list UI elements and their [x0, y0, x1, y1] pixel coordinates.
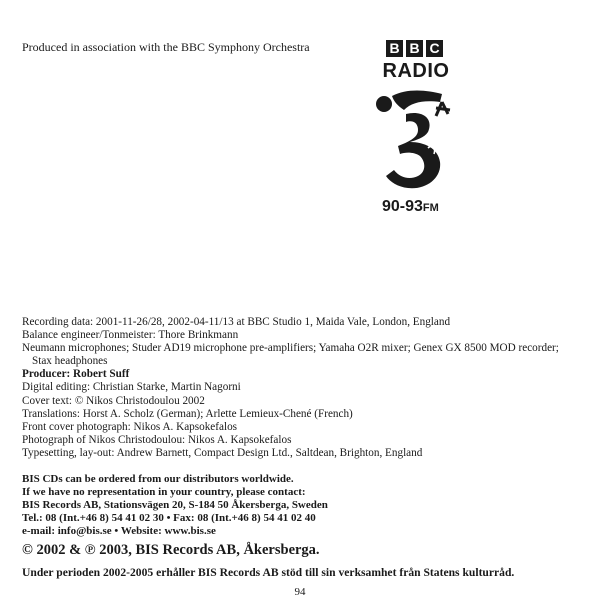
- ordering-web: e-mail: info@bis.se • Website: www.bis.se: [22, 525, 216, 537]
- digital-editing: Digital editing: Christian Starke, Martin Nagorni: [22, 381, 241, 394]
- recording-data: Recording data: 2001-11-26/28, 2002-04-11/13 at BBC Studio 1, Maida Vale, London, England: [22, 316, 451, 328]
- bbc-letter-b1: B: [386, 40, 403, 57]
- translations: Translations: Horst A. Scholz (German); Arlette Lemieux-Chené (French): [22, 407, 353, 420]
- ordering-line-2: If we have no representation in your country, please contact:: [22, 486, 306, 498]
- ordering-line-1: BIS CDs can be ordered from our distributors worldwide.: [22, 473, 294, 485]
- frequency-unit: FM: [422, 202, 439, 214]
- copyright: © 2002 & ℗ 2003, BIS Records AB, Åkersberga.: [22, 542, 320, 558]
- bbc-radio3-logo: [352, 36, 472, 226]
- ordering-phone: Tel.: 08 (Int.+46 8) 54 41 02 30 • Fax: 08 (Int.+46 8) 54 41 02 40: [22, 512, 316, 524]
- bbc-letters: [386, 40, 443, 57]
- radio3-emblem-icon: [362, 88, 472, 198]
- credits-block: [22, 316, 582, 460]
- typesetting: Typesetting, lay-out: Andrew Barnett, Compact Design Ltd., Saltdean, Brighton, England: [22, 446, 423, 459]
- front-cover-photo: Front cover photograph: Nikos A. Kapsokefalos: [22, 420, 238, 433]
- frequency-label: [382, 198, 439, 216]
- ordering-address: BIS Records AB, Stationsvägen 20, S-184 50 Åkersberga, Sweden: [22, 499, 328, 511]
- page-number: 94: [294, 586, 306, 598]
- association-note: Produced in association with the BBC Symphony Orchestra: [22, 40, 310, 54]
- microphones: Neumann microphones; Studer AD19 microphone pre-amplifiers; Yamaha O2R mixer; Genex GX 8500 MOD recorder;: [22, 342, 559, 355]
- frequency-value: 90-93: [382, 198, 423, 215]
- microphones-continued: Stax headphones: [32, 355, 108, 368]
- balance-engineer: Balance engineer/Tonmeister: Thore Brinkmann: [22, 329, 239, 342]
- bbc-letter-c: C: [426, 40, 443, 57]
- cover-text: Cover text: © Nikos Christodoulou 2002: [22, 394, 205, 407]
- ordering-info: [22, 473, 328, 538]
- statens-kulturrad-note: Under perioden 2002-2005 erhåller BIS Records AB stöd till sin verksamhet från Statens kulturråd.: [22, 566, 515, 579]
- radio-word: RADIO: [382, 60, 450, 82]
- bbc-letter-b2: B: [406, 40, 423, 57]
- producer: Producer: Robert Suff: [22, 368, 130, 381]
- photograph-credit: Photograph of Nikos Christodoulou: Nikos A. Kapsokefalos: [22, 433, 292, 446]
